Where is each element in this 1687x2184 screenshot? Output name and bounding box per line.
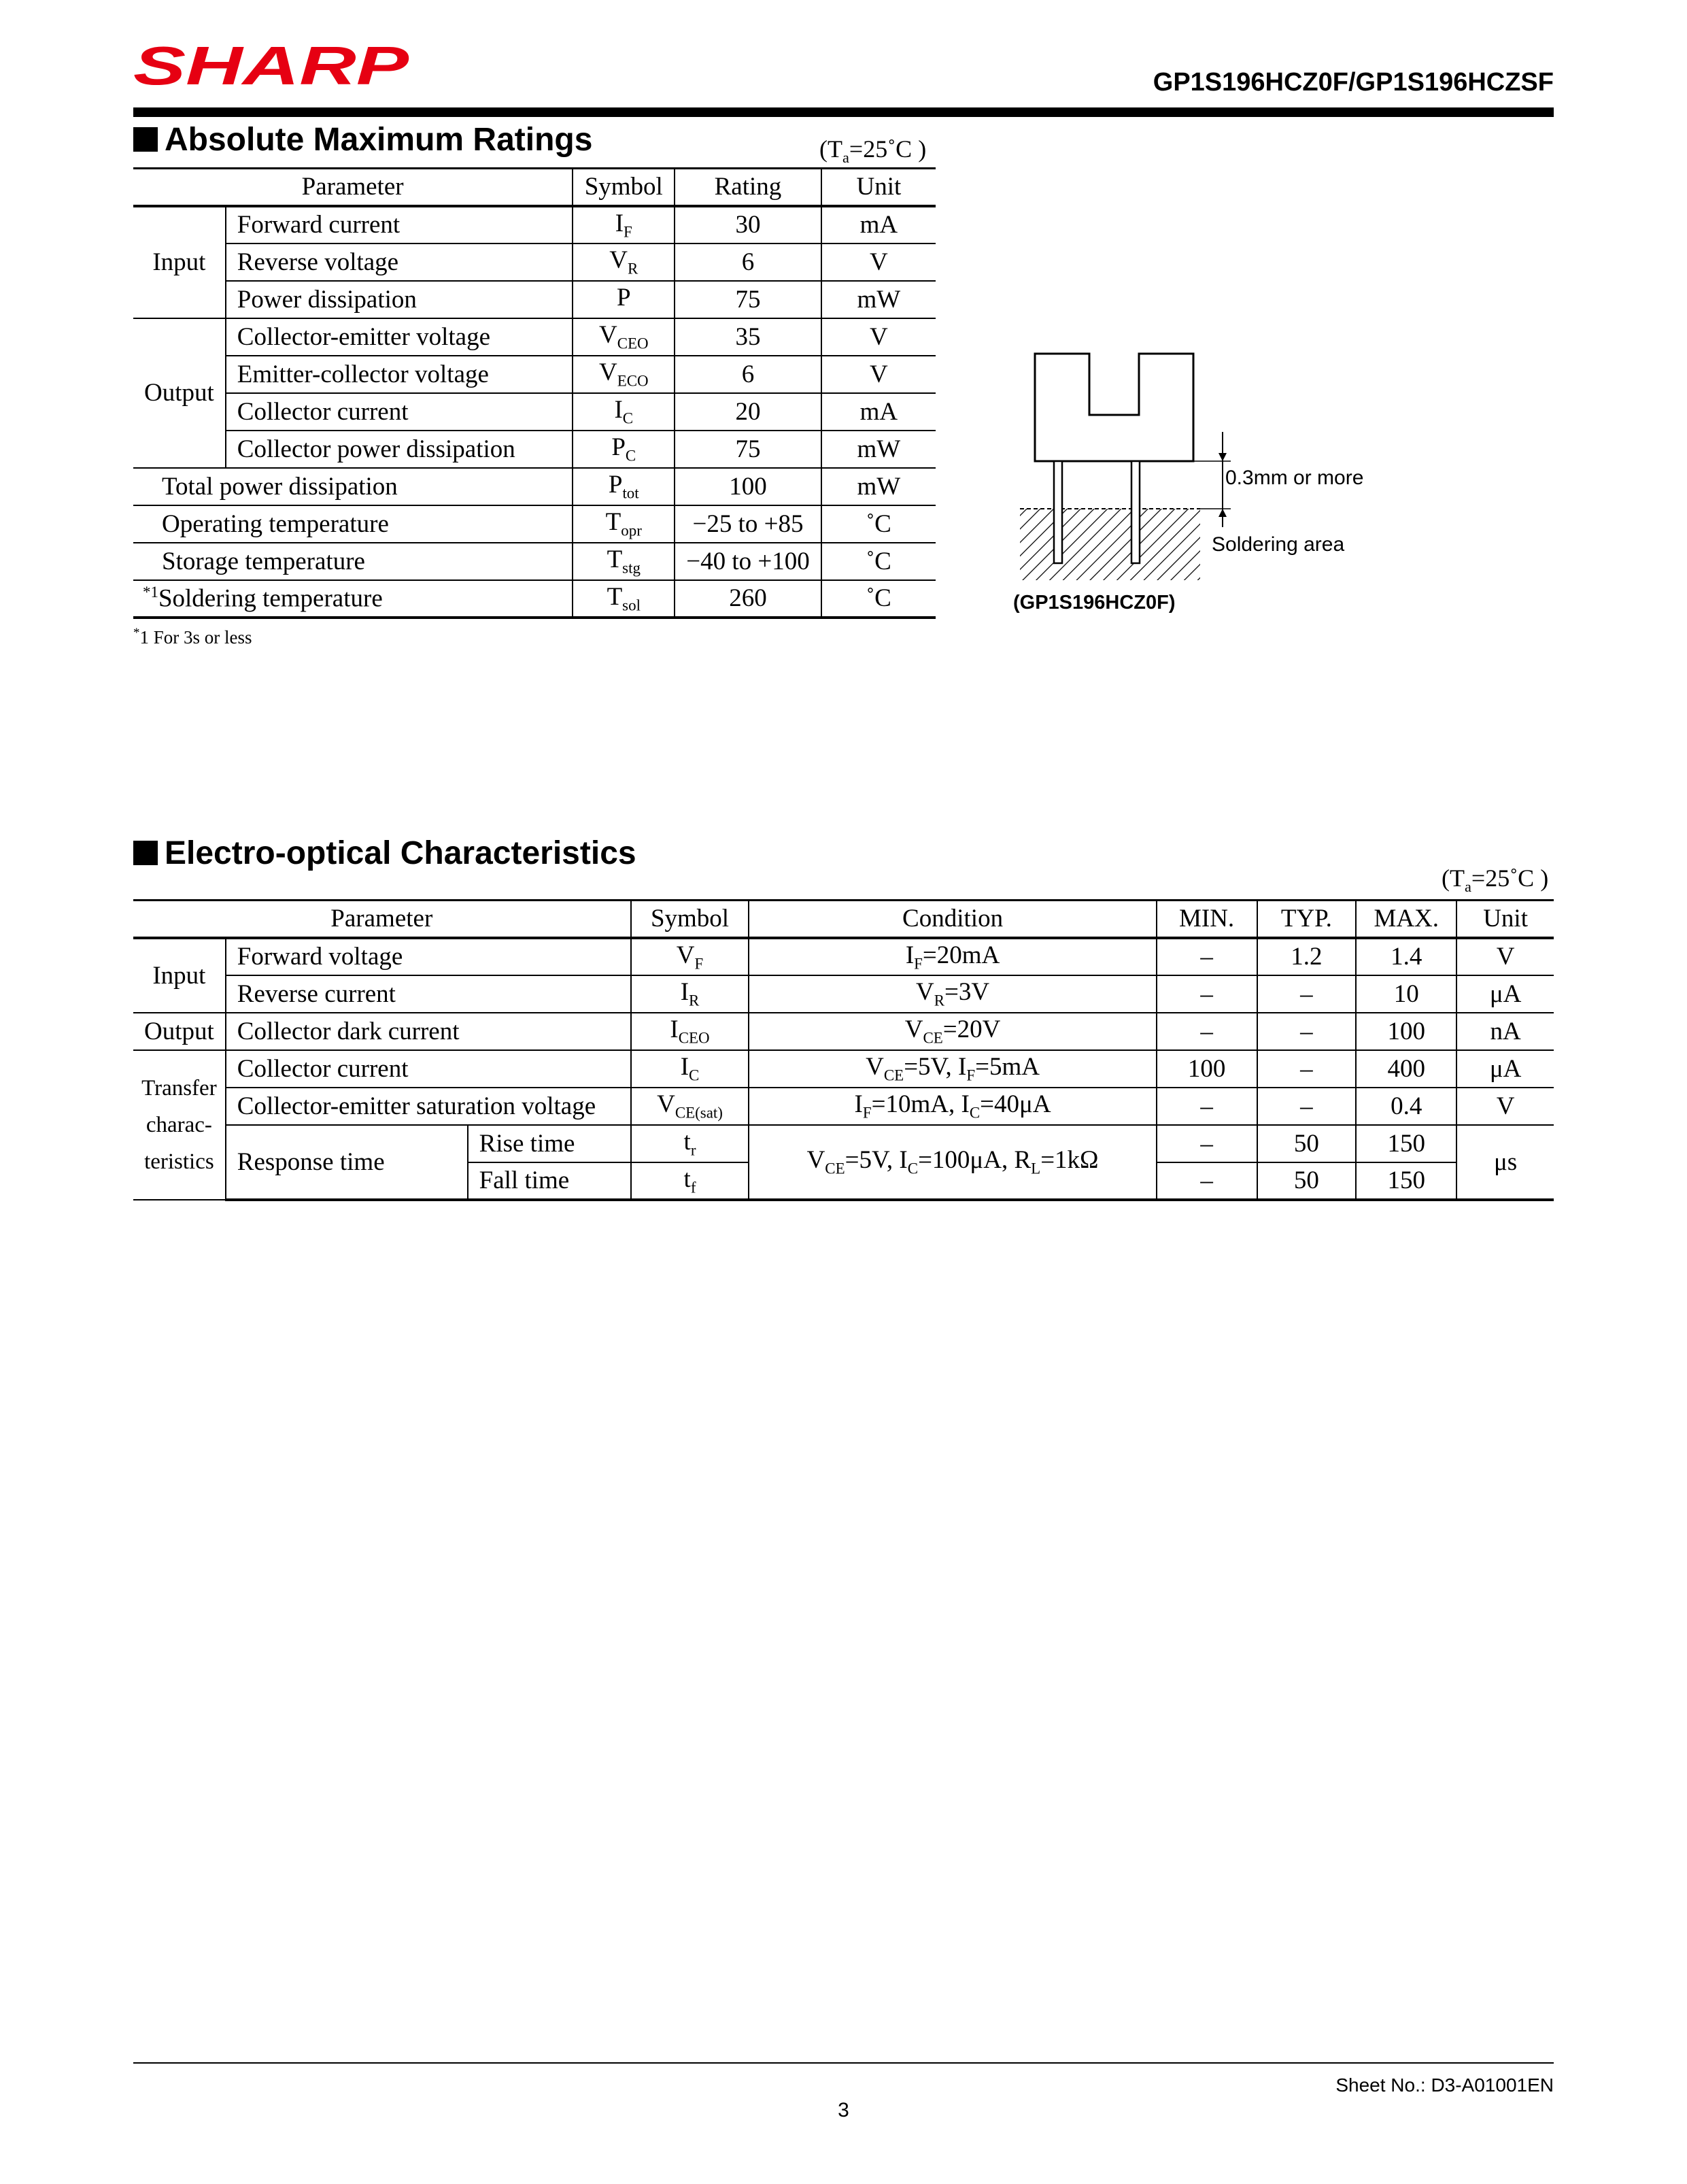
table-row [133,431,936,468]
fall-time-label: Fall time [468,1162,631,1200]
max-cell: 150 [1356,1162,1456,1200]
table-row [133,543,936,580]
max-cell: 400 [1356,1050,1456,1088]
unit-cell: mA [821,393,936,431]
param-cell: Storage temperature [133,543,573,580]
table-row [133,318,936,356]
param-cell: Response time [226,1125,468,1200]
typ-cell: – [1257,1013,1357,1050]
symbol-cell: $P_{tot}$ [573,468,675,505]
condition-cell: $V_{CE}=5V$, $I_F=5mA$ [749,1050,1156,1088]
param-cell: Power dissipation [226,281,573,318]
unit-cell: mW [821,281,936,318]
sheet-number: Sheet No.: D3-A01001EN [1335,2074,1554,2096]
min-cell: – [1157,1088,1257,1125]
table-header-row [133,901,1554,938]
lead-right [1131,461,1140,563]
max-cell: 1.4 [1356,938,1456,975]
symbol-cell: $I_F$ [573,206,675,243]
max-cell: 0.4 [1356,1088,1456,1125]
symbol-cell: $V_F$ [631,938,749,975]
svg-text:0.3mm or more: 0.3mm or more [1225,467,1364,489]
part-number-title: GP1S196HCZ0F/GP1S196HCZSF [1153,68,1554,97]
unit-cell: μs [1456,1125,1554,1200]
page-number: 3 [838,2099,849,2121]
rating-cell: 20 [675,393,821,431]
param-cell: Collector-emitter saturation voltage [226,1088,631,1125]
typ-cell: 1.2 [1257,938,1357,975]
eo-condition: ($T_a=25˚C$ ) [1442,864,1549,896]
soldering-area-hatch [1020,509,1200,580]
header-min: MIN. [1157,901,1257,938]
header-rating: Rating [675,169,821,206]
param-cell: Collector current [226,1050,631,1088]
table-row [133,1013,1554,1050]
param-cell: Emitter-collector voltage [226,356,573,393]
table-row [133,356,936,393]
group-input: Input [133,206,226,318]
symbol-cell: $t_f$ [631,1162,749,1200]
header-max: MAX. [1356,901,1456,938]
param-cell: Total power dissipation [133,468,573,505]
table-row [133,580,936,618]
rise-time-label: Rise time [468,1125,631,1162]
max-cell: 150 [1356,1125,1456,1162]
condition-cell: $V_{CE}=20V$ [749,1013,1156,1050]
unit-cell: μA [1456,1050,1554,1088]
symbol-cell: $V_{CE(sat)}$ [631,1088,749,1125]
table-row [133,393,936,431]
max-cell: 100 [1356,1013,1456,1050]
typ-cell: 50 [1257,1162,1357,1200]
header-rule [133,107,1554,117]
symbol-cell: $T_{stg}$ [573,543,675,580]
group-transfer: Transfer charac- teristics [133,1050,226,1200]
table-row [133,975,1554,1013]
eo-table [133,899,1554,1201]
unit-cell: V [1456,938,1554,975]
param-cell: Operating temperature [133,505,573,543]
condition-cell: $V_R=3V$ [749,975,1156,1013]
header-typ: TYP. [1257,901,1357,938]
table-row [133,243,936,281]
unit-cell: μA [1456,975,1554,1013]
unit-cell: mA [821,206,936,243]
unit-cell: nA [1456,1013,1554,1050]
table-row [133,505,936,543]
group-input: Input [133,938,226,1013]
photointerrupter-body [1035,354,1193,461]
symbol-cell: $I_{CEO}$ [631,1013,749,1050]
condition-cell: $I_F=20mA$ [749,938,1156,975]
rating-cell: −25 to +85 [675,505,821,543]
rating-cell: 75 [675,281,821,318]
abs-max-footnote: *1 For 3s or less [133,626,252,648]
sharp-logo [133,42,412,90]
rating-cell: 75 [675,431,821,468]
max-cell: 10 [1356,975,1456,1013]
symbol-cell: $t_r$ [631,1125,749,1162]
condition-cell: $V_{CE}=5V$, $I_C=100\mu A$, $R_L=1k\Omega$ [749,1125,1156,1200]
symbol-cell: $V_{ECO}$ [573,356,675,393]
lead-left [1054,461,1062,563]
eo-title: Electro-optical Characteristics [133,835,636,872]
param-cell: Collector dark current [226,1013,631,1050]
symbol-cell: P [573,281,675,318]
unit-cell: mW [821,431,936,468]
header-symbol: Symbol [573,169,675,206]
symbol-cell: $I_R$ [631,975,749,1013]
square-bullet-icon [133,841,158,865]
abs-max-table [133,167,936,619]
unit-cell: mW [821,468,936,505]
table-row [133,938,1554,975]
rating-cell: 35 [675,318,821,356]
header-unit: Unit [821,169,936,206]
abs-max-title: Absolute Maximum Ratings [133,121,592,158]
svg-text:SHARP: SHARP [133,42,409,90]
soldering-diagram [1006,340,1482,639]
symbol-cell: $T_{sol}$ [573,580,675,618]
rating-cell: 260 [675,580,821,618]
table-row [133,281,936,318]
table-header-row [133,169,936,206]
rating-cell: 6 [675,356,821,393]
condition-cell: $I_F=10mA$, $I_C=40\mu A$ [749,1088,1156,1125]
symbol-cell: $V_{CEO}$ [573,318,675,356]
unit-cell: V [1456,1088,1554,1125]
header-parameter: Parameter [133,901,631,938]
param-cell: Collector-emitter voltage [226,318,573,356]
table-row [133,206,936,243]
unit-cell: V [821,243,936,281]
unit-cell: ˚C [821,543,936,580]
param-cell: $^{*1}$Soldering temperature [133,580,573,618]
min-cell: – [1157,1013,1257,1050]
unit-cell: V [821,356,936,393]
symbol-cell: $I_C$ [631,1050,749,1088]
header-parameter: Parameter [133,169,573,206]
param-cell: Reverse voltage [226,243,573,281]
table-row [133,1125,1554,1162]
typ-cell: – [1257,1050,1357,1088]
symbol-cell: $P_C$ [573,431,675,468]
typ-cell: – [1257,975,1357,1013]
header-condition: Condition [749,901,1156,938]
min-cell: 100 [1157,1050,1257,1088]
rating-cell: 6 [675,243,821,281]
param-cell: Collector power dissipation [226,431,573,468]
abs-max-condition: ($T_a=25˚C$ ) [819,135,927,167]
unit-cell: ˚C [821,505,936,543]
table-row [133,468,936,505]
unit-cell: ˚C [821,580,936,618]
rating-cell: 100 [675,468,821,505]
typ-cell: 50 [1257,1125,1357,1162]
min-cell: – [1157,975,1257,1013]
square-bullet-icon [133,127,158,152]
typ-cell: – [1257,1088,1357,1125]
param-cell: Collector current [226,393,573,431]
group-output: Output [133,1013,226,1050]
header-unit: Unit [1456,901,1554,938]
group-output: Output [133,318,226,468]
param-cell: Forward voltage [226,938,631,975]
footer-rule [133,2062,1554,2064]
symbol-cell: $T_{opr}$ [573,505,675,543]
symbol-cell: $I_C$ [573,393,675,431]
rating-cell: −40 to +100 [675,543,821,580]
unit-cell: V [821,318,936,356]
soldering-diagram-drawing [1006,340,1482,639]
svg-text:Soldering area: Soldering area [1212,533,1345,556]
table-row [133,1050,1554,1088]
table-row [133,1088,1554,1125]
symbol-cell: $V_R$ [573,243,675,281]
header-symbol: Symbol [631,901,749,938]
svg-text:(GP1S196HCZ0F): (GP1S196HCZ0F) [1013,592,1176,614]
rating-cell: 30 [675,206,821,243]
min-cell: – [1157,938,1257,975]
param-cell: Forward current [226,206,573,243]
param-cell: Reverse current [226,975,631,1013]
min-cell: – [1157,1125,1257,1162]
min-cell: – [1157,1162,1257,1200]
